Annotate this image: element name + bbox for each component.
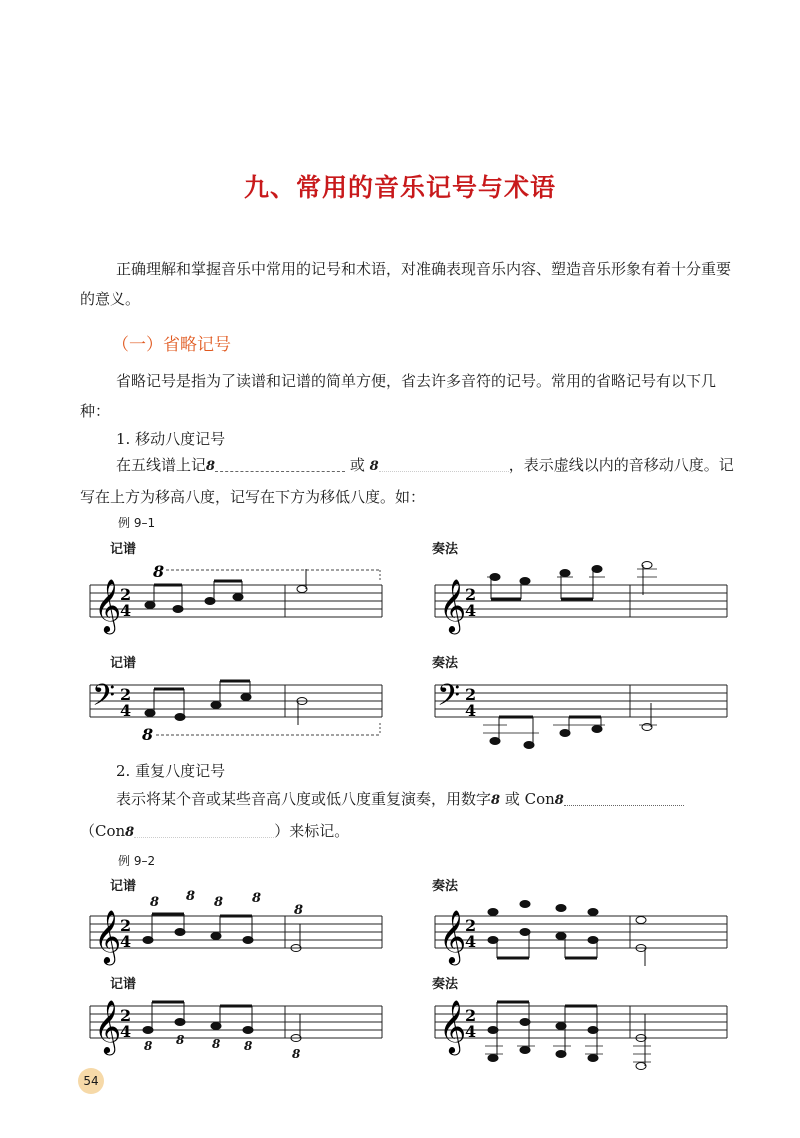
- ex1-bass-played-staff: [425, 665, 735, 760]
- octave-sign-below: 8: [369, 459, 379, 474]
- treble-clef-icon: 𝄞: [439, 909, 467, 963]
- item2-con-sign-2: 8: [125, 825, 135, 840]
- ex2-treble-played-staff-2: [425, 988, 735, 1073]
- time-sig-top: 2: [465, 685, 477, 704]
- time-sig-top: 2: [120, 685, 132, 704]
- item2-text-or: 或 Con: [504, 790, 555, 808]
- treble-clef-icon: 𝄞: [94, 909, 122, 963]
- octave-sign-above: 8: [206, 459, 216, 474]
- time-sig-bottom: 4: [465, 601, 477, 620]
- time-sig-top: 2: [120, 916, 132, 935]
- octave-mark: 8: [212, 1037, 221, 1051]
- item1-text-or: 或: [349, 456, 365, 474]
- ex1-treble-written-staff: [80, 555, 390, 645]
- octave-mark: 8: [153, 562, 165, 581]
- item1-paragraph: [80, 450, 740, 512]
- item2-title: 2. 重复八度记号: [116, 762, 226, 780]
- item1-text-b: ，表示虚线以内的音移动八度。记写在上方为移高八度，记写在下方为移低八度。如：: [80, 456, 734, 506]
- section-heading: （一）省略记号: [112, 335, 231, 355]
- time-sig-top: 2: [465, 585, 477, 604]
- ex2-played-label-2: 奏法: [432, 977, 459, 992]
- treble-clef-icon: 𝄞: [439, 999, 467, 1053]
- item2-dots-a: [564, 795, 684, 806]
- section-desc-text: 省略记号是指为了读谱和记谱的简单方便，省去许多音符的记号。常用的省略记号有以下几种：: [80, 372, 717, 420]
- dashed-line-below: [379, 461, 509, 472]
- time-sig-top: 2: [465, 1006, 477, 1025]
- octave-mark: 8: [186, 889, 196, 904]
- time-sig-top: 2: [120, 1006, 132, 1025]
- time-sig-bottom: 4: [465, 1022, 477, 1041]
- time-sig-bottom: 4: [465, 932, 477, 951]
- time-sig-bottom: 4: [120, 601, 132, 620]
- octave-mark-below: 8: [142, 725, 154, 744]
- example2-label: 例 9–2: [118, 854, 156, 868]
- ex1-written-label-1: 记谱: [110, 542, 137, 557]
- time-sig-bottom: 4: [465, 701, 477, 720]
- page-number: 54: [78, 1068, 104, 1094]
- item2-paragraph: [80, 784, 740, 848]
- ex2-treble-written-staff-2: [80, 988, 390, 1063]
- bass-clef-icon: 𝄢: [437, 679, 461, 720]
- section-description: [80, 366, 740, 426]
- octave-mark: 8: [214, 895, 224, 910]
- treble-clef-icon: 𝄞: [94, 578, 122, 632]
- time-sig-bottom: 4: [120, 1022, 132, 1041]
- ex2-written-label-2: 记谱: [110, 977, 137, 992]
- octave-mark: 8: [292, 1047, 301, 1061]
- page-title: 九、常用的音乐记号与术语: [243, 173, 556, 202]
- item1-title: 1. 移动八度记号: [116, 430, 226, 448]
- time-sig-top: 2: [120, 585, 132, 604]
- item2-text-c: （Con: [80, 822, 126, 840]
- item1-text-a: 在五线谱上记: [116, 456, 207, 474]
- dashed-line-above: [215, 461, 345, 472]
- item2-con-sign: 8: [554, 793, 564, 808]
- ex2-written-label-1: 记谱: [110, 879, 137, 894]
- intro-text: 正确理解和掌握音乐中常用的记号和术语，对准确表现音乐内容、塑造音乐形象有着十分重要的意义。: [80, 260, 732, 308]
- ex1-played-label-1: 奏法: [432, 542, 459, 557]
- ex1-played-label-2: 奏法: [432, 656, 459, 671]
- octave-mark: 8: [252, 891, 262, 906]
- ex1-bass-written-staff: [80, 665, 390, 745]
- octave-mark: 8: [244, 1039, 253, 1053]
- item2-text-d: ）来标记。: [274, 822, 350, 840]
- time-sig-bottom: 4: [120, 932, 132, 951]
- ex1-treble-played-staff: [425, 555, 735, 645]
- treble-clef-icon: 𝄞: [94, 999, 122, 1053]
- bass-clef-icon: 𝄢: [92, 679, 116, 720]
- item2-dots-b: [134, 827, 274, 838]
- example1-label: 例 9–1: [118, 516, 156, 530]
- octave-mark: 8: [144, 1039, 153, 1053]
- time-sig-top: 2: [465, 916, 477, 935]
- octave-mark: 8: [176, 1033, 185, 1047]
- octave-mark: 8: [294, 903, 304, 918]
- ex2-treble-played-staff: [425, 888, 735, 968]
- ex2-played-label-1: 奏法: [432, 879, 459, 894]
- ex2-treble-written-staff: [80, 888, 390, 968]
- octave-mark: 8: [150, 895, 160, 910]
- treble-clef-icon: 𝄞: [439, 578, 467, 632]
- ex1-written-label-2: 记谱: [110, 656, 137, 671]
- item2-octave-sign: 8: [491, 793, 501, 808]
- item2-text-a: 表示将某个音或某些音高八度或低八度重复演奏，用数字: [116, 790, 492, 808]
- intro-paragraph: [80, 254, 740, 314]
- time-sig-bottom: 4: [120, 701, 132, 720]
